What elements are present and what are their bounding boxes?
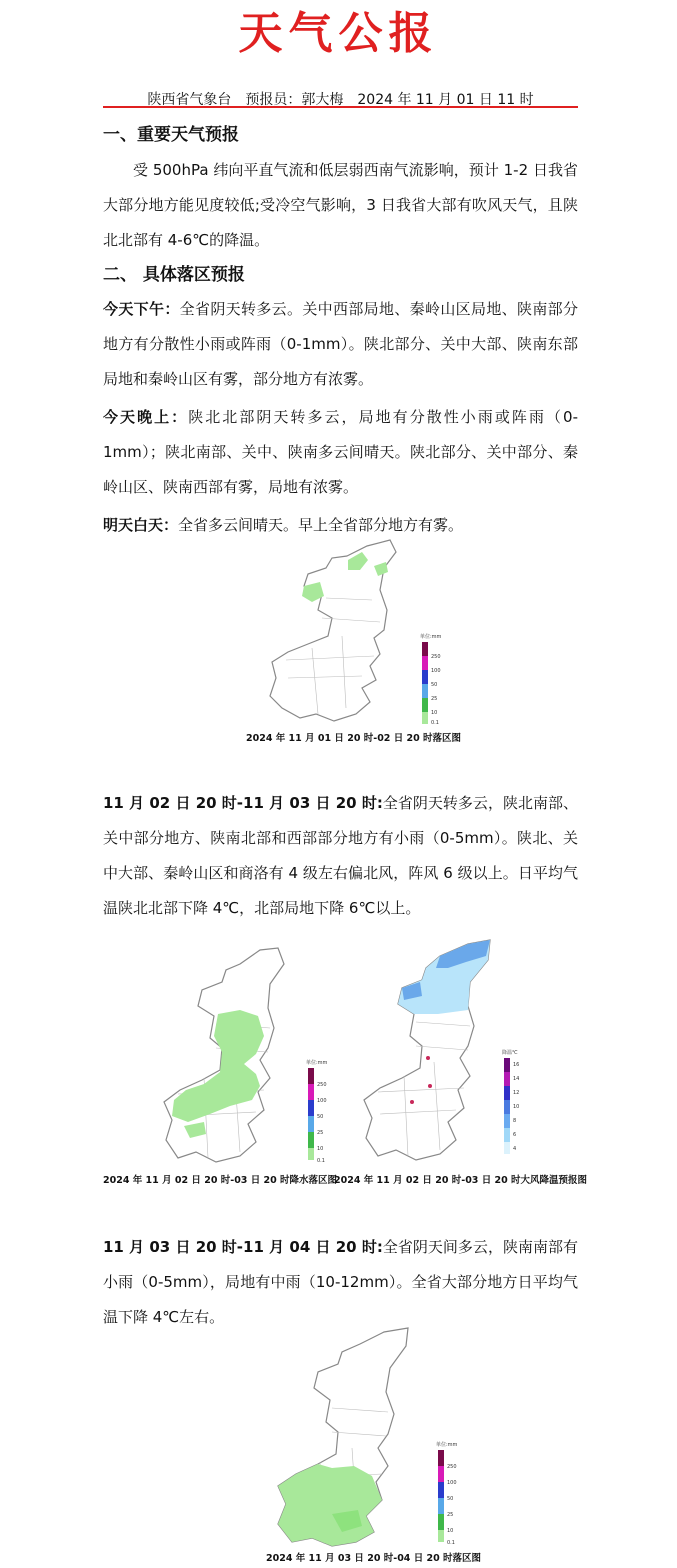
- svg-text:50: 50: [447, 1496, 454, 1502]
- rain-legend-map1: [420, 633, 442, 726]
- forecast-nov02: [103, 786, 578, 926]
- page-title: 天气公报: [238, 8, 439, 59]
- svg-text:25: 25: [447, 1512, 454, 1518]
- rain-legend-map2: [306, 1059, 328, 1164]
- rain-map-nov03: [272, 1326, 472, 1548]
- forecast-tonight: [103, 400, 578, 505]
- svg-text:12: 12: [513, 1090, 520, 1096]
- svg-text:10: 10: [447, 1528, 454, 1534]
- svg-text:4: 4: [513, 1146, 517, 1152]
- section-heading-areas: 二、 具体落区预报: [103, 265, 245, 285]
- rain-map-nov01: [262, 538, 447, 728]
- map1-caption: 2024 年 11 月 01 日 20 时-02 日 20 时落区图: [246, 733, 462, 744]
- svg-text:10: 10: [513, 1104, 520, 1110]
- svg-text:250: 250: [447, 1464, 457, 1470]
- svg-text:单位:mm: 单位:mm: [306, 1060, 328, 1066]
- svg-text:50: 50: [431, 682, 438, 688]
- forecast-tonight-label: 今天晚上：: [103, 408, 189, 426]
- forecast-nov02-label: 11 月 02 日 20 时-11 月 03 日 20 时:: [103, 794, 383, 812]
- forecast-afternoon-label: 今天下午：: [103, 300, 180, 318]
- svg-text:0.1: 0.1: [447, 1540, 455, 1546]
- svg-text:6: 6: [513, 1132, 517, 1138]
- svg-text:8: 8: [513, 1118, 517, 1124]
- section-heading-important: 一、重要天气预报: [103, 125, 239, 145]
- rain-legend-map4: [436, 1441, 458, 1546]
- svg-text:100: 100: [431, 668, 441, 674]
- svg-text:100: 100: [447, 1480, 457, 1486]
- rain-legend-unit: 单位:mm: [420, 634, 442, 640]
- svg-text:10: 10: [431, 710, 438, 716]
- map2-caption: 2024 年 11 月 02 日 20 时-03 日 20 时降水落区图: [103, 1175, 338, 1186]
- svg-text:16: 16: [513, 1062, 520, 1068]
- rain-area-south: [278, 1464, 382, 1546]
- forecast-nov03-text: 全省阴天间多云，陕南南部有小雨（0-5mm），局地有中雨（10-12mm）。全省大部分地方日平均气温下降 4℃左右。: [103, 1238, 578, 1326]
- issuer-meta: 陕西省气象台 预报员：郭大梅 2024 年 11 月 01 日 11 时: [147, 92, 534, 108]
- forecast-afternoon-text: 全省阴天转多云。关中西部局地、秦岭山区局地、陕南部分地方有分散性小雨或阵雨（0-1mm）。陕北部分、关中大部、陕南东部局地和秦岭山区有雾，部分地方有浓雾。: [103, 300, 578, 388]
- cooling-legend-unit: 降温℃: [502, 1050, 518, 1056]
- svg-text:单位:mm: 单位:mm: [436, 1442, 458, 1448]
- svg-text:10: 10: [317, 1146, 324, 1152]
- svg-text:25: 25: [317, 1130, 324, 1136]
- svg-text:0.1: 0.1: [317, 1158, 325, 1164]
- forecast-nov02-text: 全省阴天转多云，陕北南部、关中部分地方、陕南北部和西部部分地方有小雨（0-5mm）。陕北、关中大部、秦岭山区和商洛有 4 级左右偏北风，阵风 6 级以上。日平均气温陕北北部下降 4℃，北部局地下降 6℃以上。: [103, 794, 578, 917]
- svg-text:25: 25: [431, 696, 438, 702]
- map3-caption: 2024 年 11 月 02 日 20 时-03 日 20 时大风降温预报图: [334, 1175, 588, 1186]
- important-forecast-paragraph: 受 500hPa 纬向平直气流和低层弱西南气流影响，预计 1-2 日我省大部分地方能见度较低;受冷空气影响，3 日我省大部有吹风天气，且陕北北部有 4-6℃的降温。: [103, 161, 578, 249]
- svg-text:250: 250: [431, 654, 441, 660]
- map4-caption: 2024 年 11 月 03 日 20 时-04 日 20 时落区图: [266, 1553, 482, 1564]
- forecast-afternoon: [103, 292, 578, 397]
- svg-text:0.1: 0.1: [431, 720, 439, 726]
- svg-text:50: 50: [317, 1114, 324, 1120]
- cooling-legend: [502, 1049, 519, 1154]
- svg-text:100: 100: [317, 1098, 327, 1104]
- svg-text:250: 250: [317, 1082, 327, 1088]
- svg-text:14: 14: [513, 1076, 520, 1082]
- forecast-tomorrow-text: 全省多云间晴天。早上全省部分地方有雾。: [178, 516, 464, 534]
- forecast-nov03: [103, 1230, 578, 1335]
- forecast-nov03-label: 11 月 03 日 20 时-11 月 04 日 20 时:: [103, 1238, 383, 1256]
- forecast-tonight-text: 陕北北部阴天转多云，局地有分散性小雨或阵雨（0-1mm）；陕北南部、关中、陕南多云间晴天。陕北部分、关中部分、秦岭山区、陕南西部有雾，局地有浓雾。: [103, 408, 578, 496]
- header-divider: [103, 106, 578, 108]
- cooling-map-nov02: [358, 938, 526, 1164]
- rain-map-nov02: [160, 944, 330, 1166]
- forecast-tomorrow-label: 明天白天：: [103, 516, 179, 534]
